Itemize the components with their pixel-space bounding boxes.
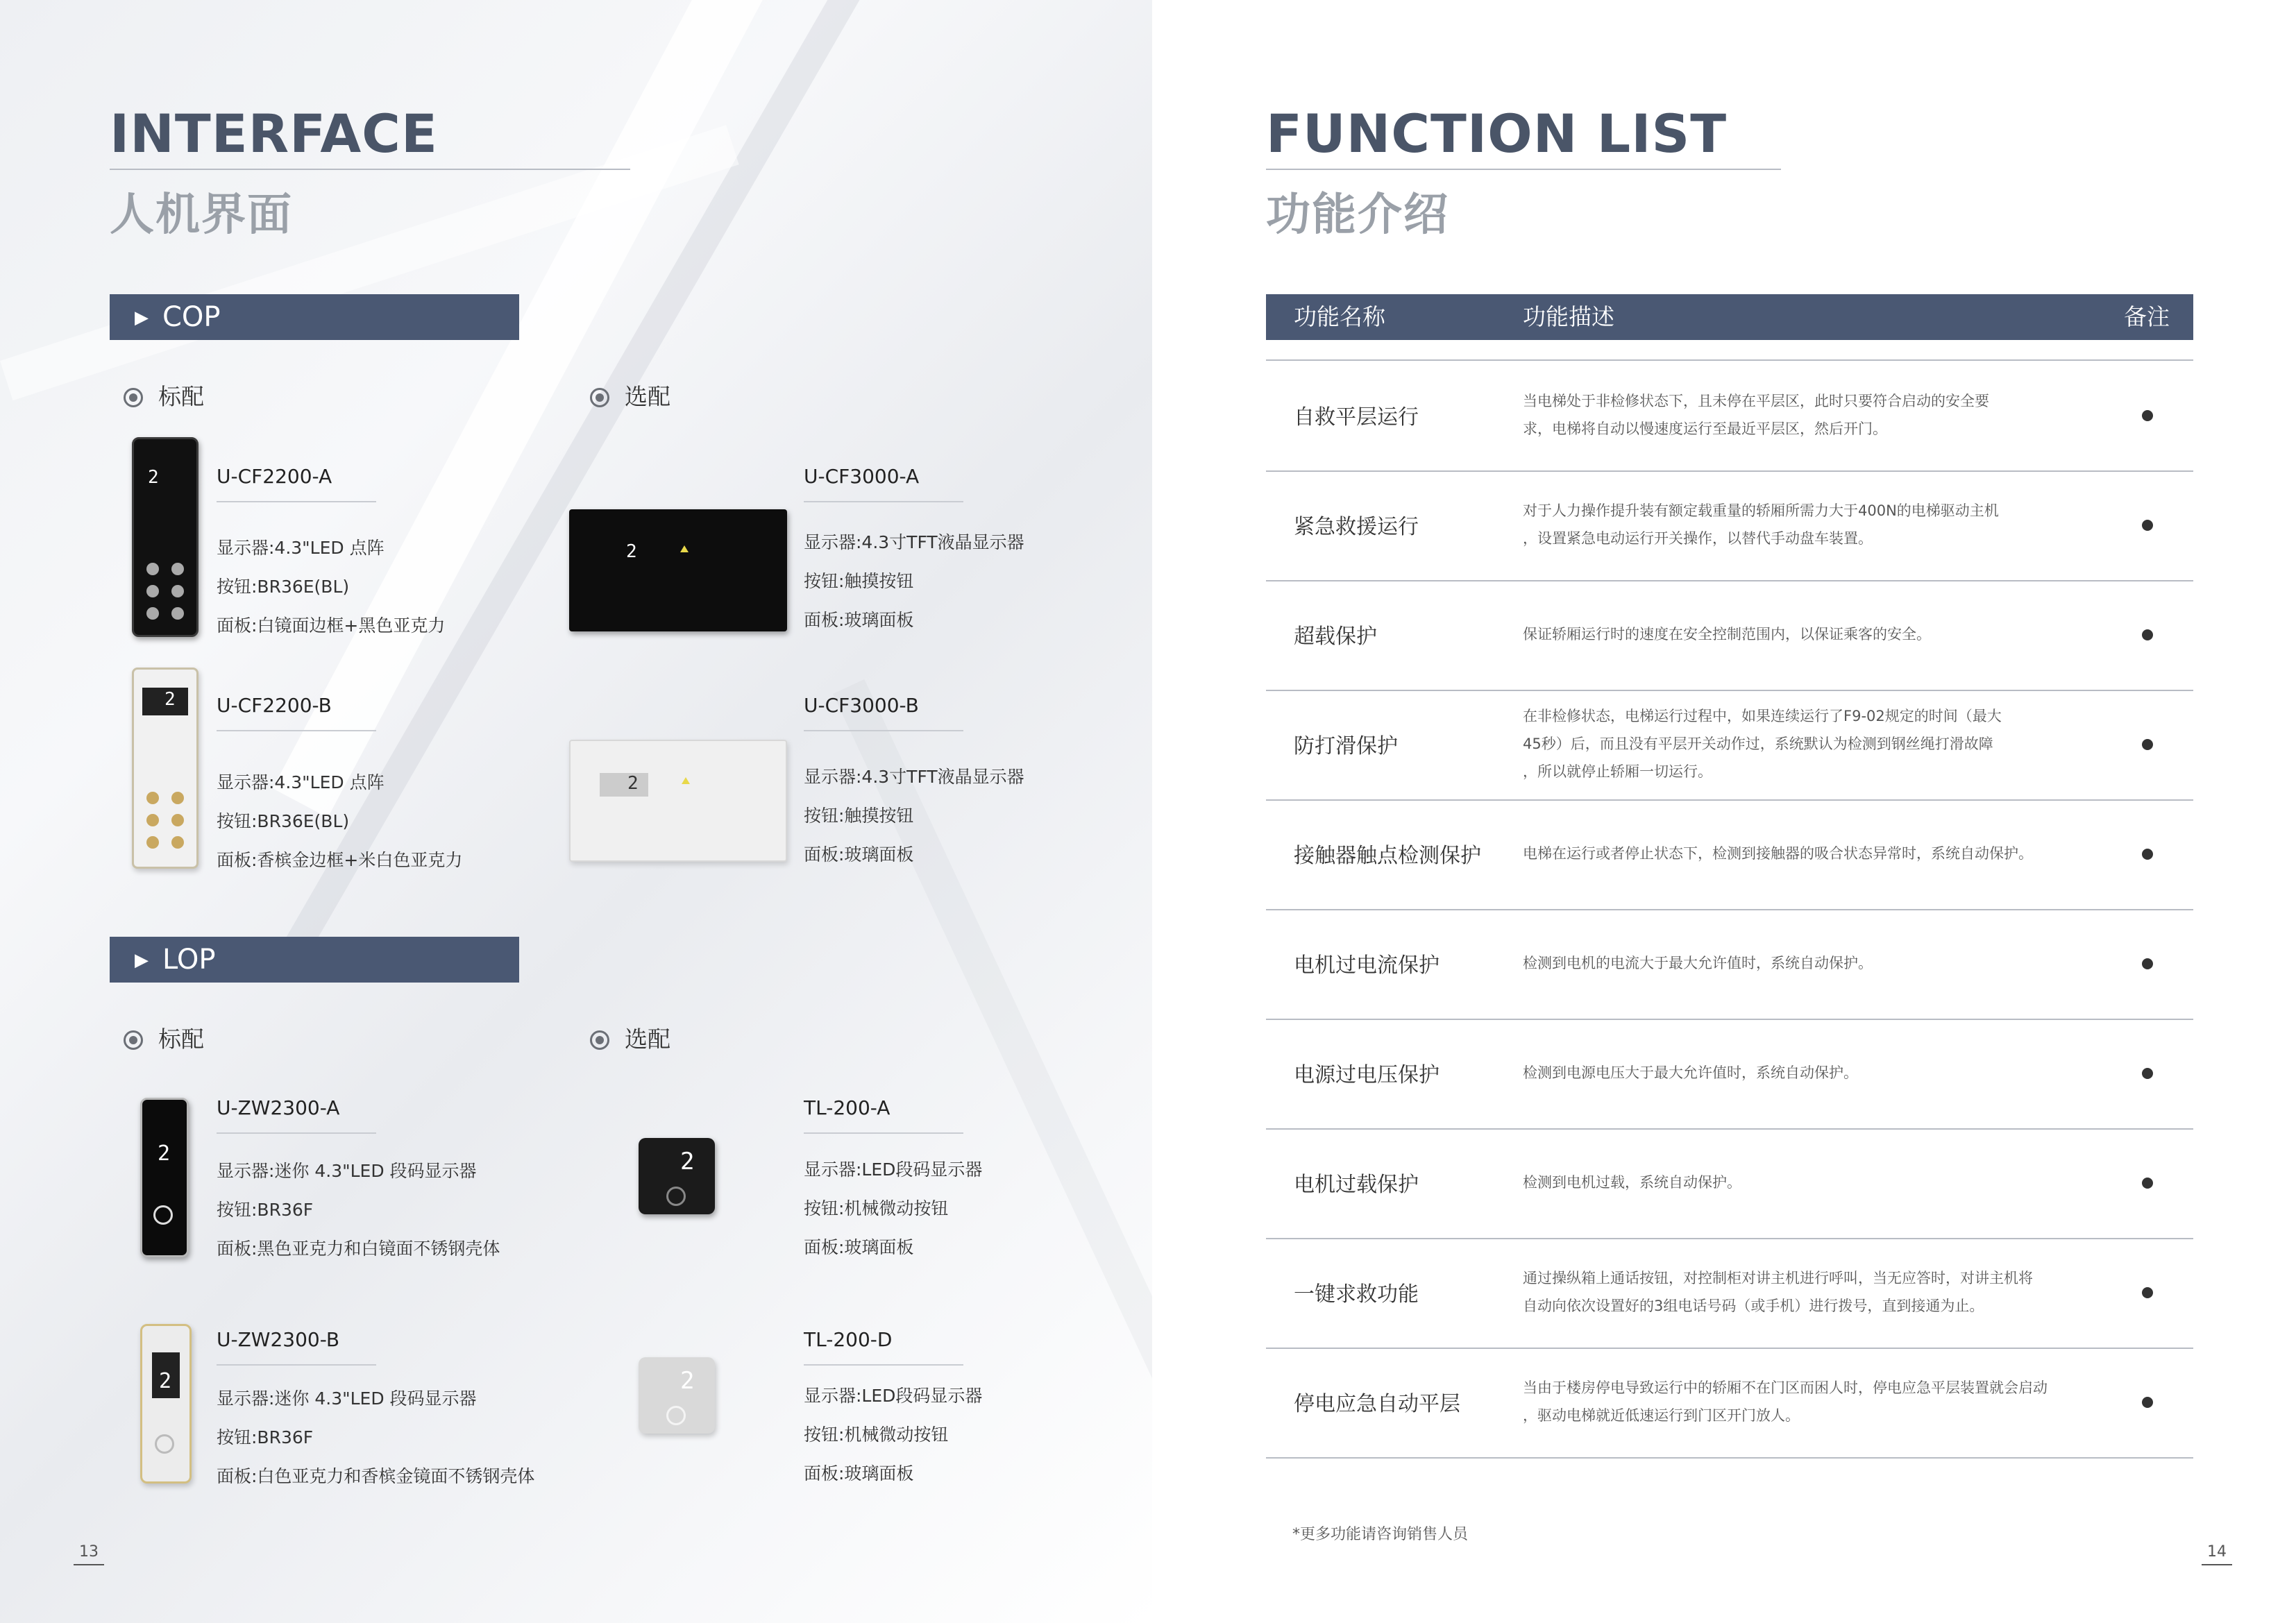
u-cf3000-b-image: 2	[569, 740, 787, 862]
note-bullet-icon	[2142, 1178, 2153, 1189]
section-bar-cop	[110, 294, 519, 340]
note-bullet-icon	[2142, 1287, 2153, 1298]
button-icon	[146, 836, 159, 849]
button-icon	[171, 563, 184, 575]
button-icon	[146, 607, 159, 620]
tl-200-d-image: 2	[639, 1357, 715, 1434]
description-line: 求，电梯将自动以慢速度运行至最近平层区，然后开门。	[1523, 420, 1887, 437]
table-row	[1266, 799, 2193, 910]
function-description	[1523, 387, 2106, 443]
function-description	[1523, 497, 2106, 552]
function-name: 电机过电流保护	[1294, 953, 1440, 978]
function-description	[1523, 1169, 2106, 1196]
button-icon	[171, 814, 184, 826]
u-cf2200-b-image: 2	[132, 668, 199, 869]
page-title-en: INTERFACE	[110, 103, 438, 164]
footnote: *更多功能请咨询销售人员	[1292, 1526, 1469, 1543]
function-description	[1523, 1264, 2106, 1320]
description-line: 当电梯处于非检修状态下，且未停在平层区，此时只要符合启动的安全要	[1523, 393, 1989, 409]
description-line: 当由于楼房停电导致运行中的轿厢不在门区而困人时，停电应急平层装置就会启动	[1523, 1379, 2048, 1396]
u-zw2300-a-image: 2	[140, 1098, 189, 1257]
call-button-icon	[666, 1187, 686, 1206]
u-cf2200-a-image: 2	[132, 437, 199, 637]
function-name: 自救平层运行	[1294, 405, 1419, 430]
description-line: 通过操纵箱上通话按钮，对控制柜对讲主机进行呼叫，当无应答时，对讲主机将	[1523, 1270, 2033, 1286]
description-line: 自动向依次设置好的3组电话号码（或手机）进行拨号，直到接通为止。	[1523, 1298, 1984, 1314]
radio-selected-icon	[590, 1030, 609, 1050]
radio-selected-icon	[124, 388, 143, 407]
button-icon	[146, 563, 159, 575]
u-cf3000-a-image: 2	[569, 509, 787, 631]
u-zw2300-b-image: 2	[140, 1324, 192, 1484]
table-row	[1266, 909, 2193, 1020]
note-bullet-icon	[2142, 1397, 2153, 1408]
table-row	[1266, 1238, 2193, 1349]
note-bullet-icon	[2142, 520, 2153, 531]
function-name: 超载保护	[1294, 624, 1377, 649]
description-line: ，设置紧急电动运行开关操作，以替代手动盘车装置。	[1523, 530, 1873, 547]
page-number-right: 14	[2207, 1543, 2227, 1561]
table-row	[1266, 1348, 2193, 1459]
description-line: 检测到电源电压大于最大允许值时，系统自动保护。	[1523, 1064, 1858, 1081]
table-header	[1266, 294, 2193, 340]
header-desc: 功能描述	[1523, 303, 1614, 330]
up-arrow-icon	[682, 777, 690, 784]
note-bullet-icon	[2142, 1068, 2153, 1079]
section-bar-lop	[110, 937, 519, 983]
function-description	[1523, 949, 2106, 977]
page-title-en: FUNCTION LIST	[1266, 103, 1728, 164]
call-button-icon	[153, 1205, 173, 1225]
page-title-cn: 功能介绍	[1266, 189, 1449, 241]
triangle-icon: ▶	[135, 950, 149, 971]
button-icon	[171, 585, 184, 597]
function-name: 接触器触点检测保护	[1294, 844, 1481, 868]
header-note: 备注	[2124, 303, 2170, 330]
description-line: 在非检修状态，电梯运行过程中，如果连续运行了F9-02规定的时间（最大	[1523, 708, 2002, 724]
function-name: 紧急救援运行	[1294, 515, 1419, 539]
table-row	[1266, 690, 2193, 801]
section-label: LOP	[162, 944, 216, 976]
optional-option-lop: 选配	[590, 1026, 670, 1053]
page-number-rule	[2202, 1564, 2232, 1565]
button-icon	[171, 836, 184, 849]
table-row	[1266, 580, 2193, 691]
description-line: 检测到电机的电流大于最大允许值时，系统自动保护。	[1523, 955, 1873, 971]
title-rule	[110, 169, 630, 170]
radio-selected-icon	[124, 1030, 143, 1050]
function-name: 电机过载保护	[1294, 1173, 1419, 1197]
function-description	[1523, 620, 2106, 648]
call-button-icon	[155, 1434, 174, 1454]
function-description	[1523, 840, 2106, 867]
up-arrow-icon	[680, 545, 689, 552]
tl-200-a-image: 2	[639, 1138, 715, 1214]
button-icon	[146, 792, 159, 804]
header-name: 功能名称	[1294, 303, 1385, 330]
description-line: 检测到电机过载，系统自动保护。	[1523, 1174, 1741, 1191]
description-line: ，驱动电梯就近低速运行到门区开门放人。	[1523, 1407, 1800, 1424]
function-name: 电源过电压保护	[1294, 1063, 1440, 1087]
function-name: 防打滑保护	[1294, 734, 1398, 758]
note-bullet-icon	[2142, 739, 2153, 750]
table-row	[1266, 470, 2193, 581]
table-row	[1266, 1128, 2193, 1239]
button-icon	[146, 814, 159, 826]
function-description	[1523, 702, 2106, 785]
standard-option-cop: 标配	[124, 383, 204, 411]
note-bullet-icon	[2142, 849, 2153, 860]
button-icon	[171, 792, 184, 804]
button-icon	[146, 585, 159, 597]
function-name: 停电应急自动平层	[1294, 1392, 1460, 1416]
function-description	[1523, 1374, 2106, 1429]
page-number-rule	[74, 1564, 104, 1565]
description-line: 保证轿厢运行时的速度在安全控制范围内，以保证乘客的安全。	[1523, 626, 1931, 643]
function-description	[1523, 1059, 2106, 1087]
triangle-icon: ▶	[135, 307, 149, 328]
radio-selected-icon	[590, 388, 609, 407]
description-line: 45秒）后，而且没有平层开关动作过，系统默认为检测到钢丝绳打滑故障	[1523, 736, 1993, 752]
description-line: 电梯在运行或者停止状态下，检测到接触器的吸合状态异常时，系统自动保护。	[1523, 845, 2033, 862]
page-title-cn: 人机界面	[110, 189, 293, 241]
note-bullet-icon	[2142, 410, 2153, 421]
section-label: COP	[162, 301, 221, 333]
title-rule	[1266, 169, 1781, 170]
note-bullet-icon	[2142, 958, 2153, 969]
table-row	[1266, 361, 2193, 472]
table-row	[1266, 1019, 2193, 1130]
standard-option-lop: 标配	[124, 1026, 204, 1053]
optional-option-cop: 选配	[590, 383, 670, 411]
call-button-icon	[666, 1406, 686, 1425]
function-name: 一键求救功能	[1294, 1282, 1419, 1307]
button-icon	[171, 607, 184, 620]
description-line: 对于人力操作提升装有额定载重量的轿厢所需力大于400N的电梯驱动主机	[1523, 502, 1999, 519]
page-number-left: 13	[79, 1543, 99, 1561]
description-line: ，所以就停止轿厢一切运行。	[1523, 763, 1712, 780]
note-bullet-icon	[2142, 629, 2153, 640]
